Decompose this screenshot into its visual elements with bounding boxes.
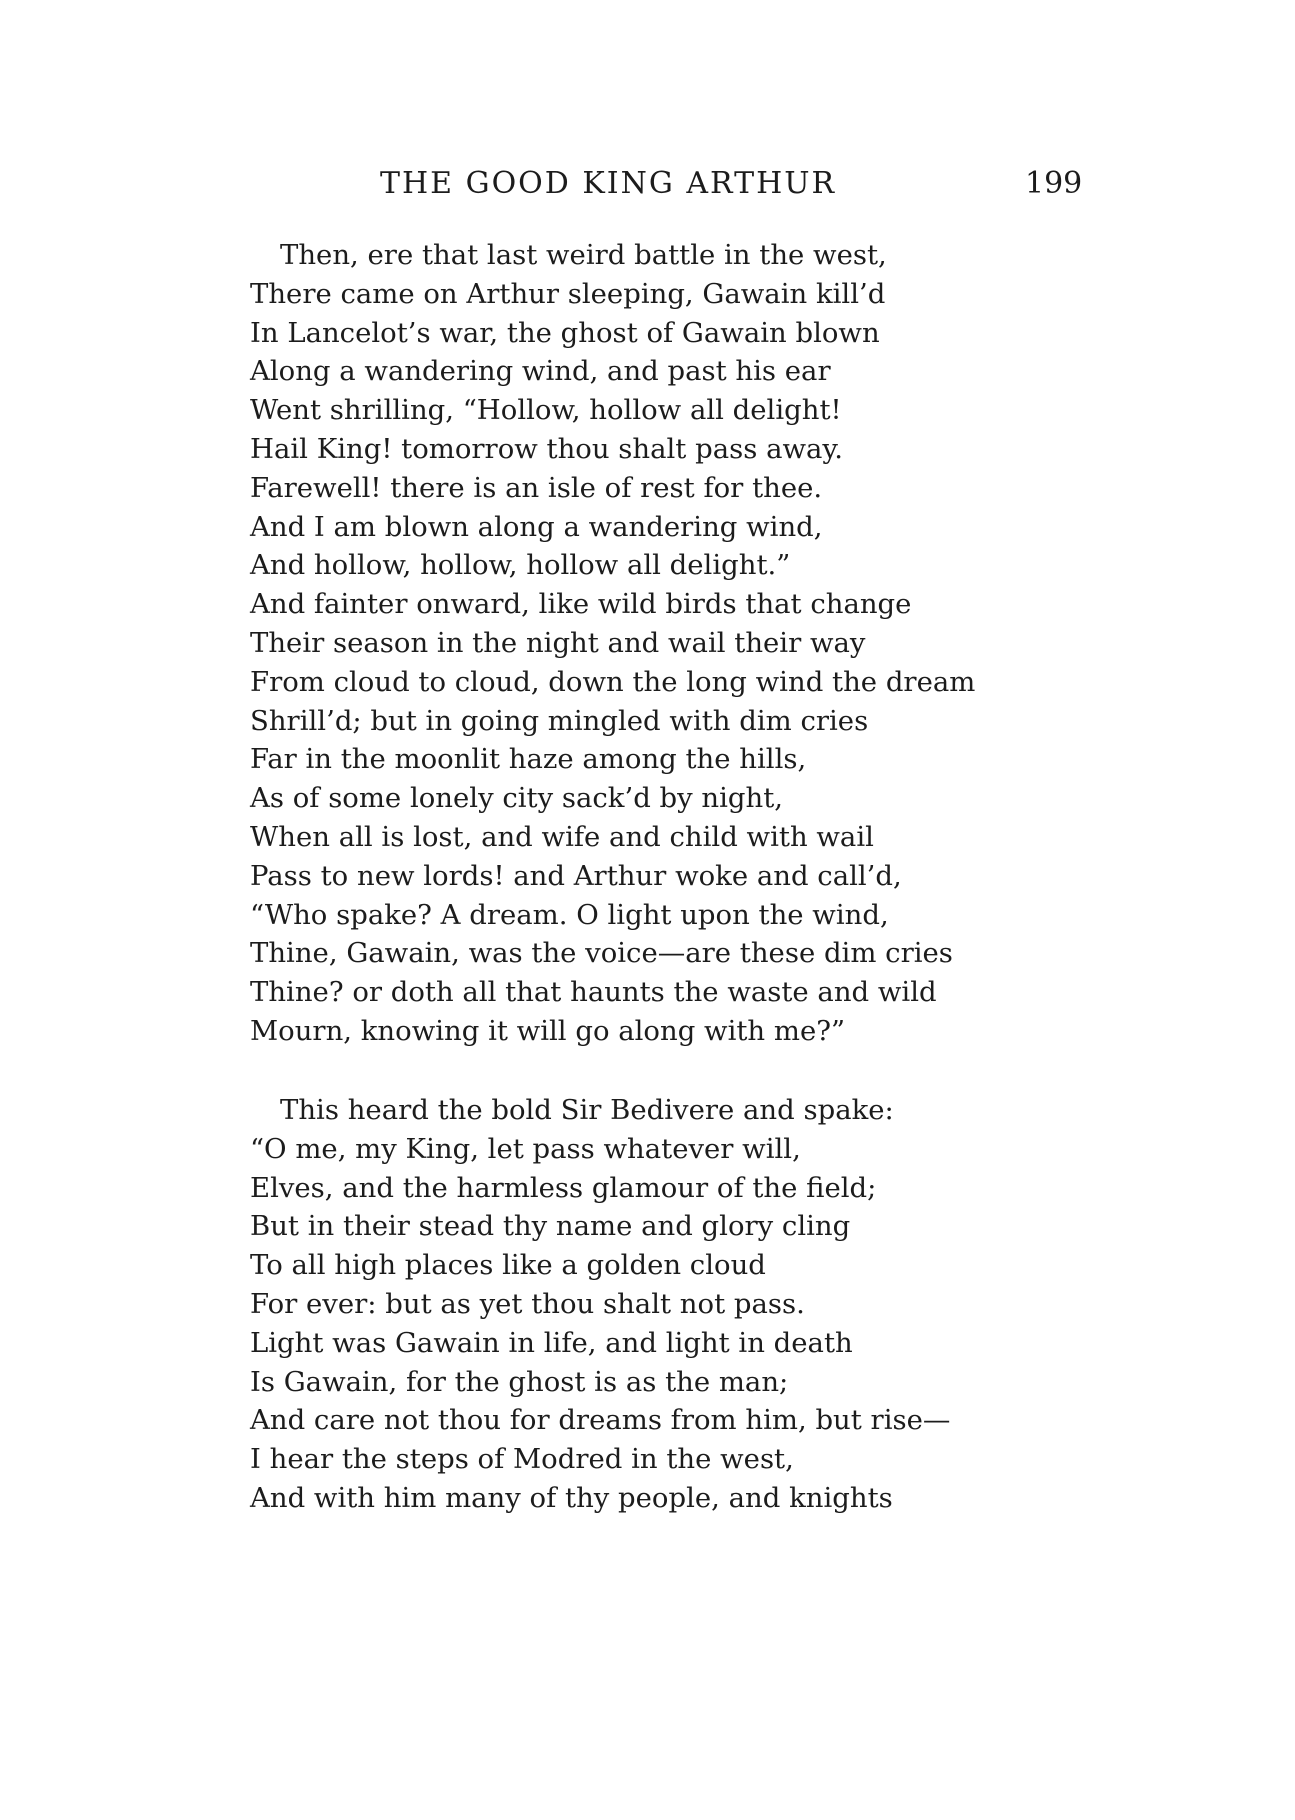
verse-line: To all high places like a golden cloud <box>250 1249 766 1282</box>
verse-line: For ever: but as yet thou shalt not pass. <box>250 1287 805 1320</box>
verse-line: This heard the bold Sir Bedivere and spake: <box>280 1094 894 1126</box>
verse-line: When all is lost, and wife and child with wail <box>250 820 874 853</box>
verse-line: Light was Gawain in life, and light in death <box>250 1326 853 1359</box>
verse-line: And care not thou for dreams from him, but rise— <box>250 1404 951 1437</box>
verse-line: Elves, and the harmless glamour of the field; <box>250 1171 877 1204</box>
verse-line: Is Gawain, for the ghost is as the man; <box>250 1365 789 1398</box>
verse-line: Thine? or doth all that haunts the waste and wild <box>250 976 937 1009</box>
stanza-1 <box>250 236 1150 1051</box>
running-header <box>0 166 1295 206</box>
verse-line: And I am blown along a wandering wind, <box>250 510 823 543</box>
verse-line: “Who spake? A dream. O light upon the wind, <box>250 898 889 931</box>
verse-line: And fainter onward, like wild birds that change <box>250 588 912 621</box>
verse-line: Pass to new lords! and Arthur woke and call’d, <box>250 859 902 892</box>
verse-line: From cloud to cloud, down the long wind the dream <box>250 665 976 698</box>
verse-line: I hear the steps of Modred in the west, <box>250 1443 794 1476</box>
verse-line: Shrill’d; but in going mingled with dim cries <box>250 704 869 737</box>
verse-line: Went shrilling, “Hollow, hollow all delight! <box>250 394 842 427</box>
verse-line: Then, ere that last weird battle in the west, <box>280 239 887 271</box>
verse-line: As of some lonely city sack’d by night, <box>250 782 784 815</box>
verse-line: Farewell! there is an isle of rest for thee. <box>250 471 823 504</box>
verse-line: Thine, Gawain, was the voice—are these dim cries <box>250 937 953 970</box>
verse-line: Mourn, knowing it will go along with me?” <box>250 1014 846 1047</box>
verse-line: There came on Arthur sleeping, Gawain kill’d <box>250 277 886 310</box>
verse-line: Far in the moonlit haze among the hills, <box>250 743 807 776</box>
page-number: 199 <box>1025 166 1083 201</box>
verse-line: And hollow, hollow, hollow all delight.” <box>250 549 791 582</box>
verse-line: Their season in the night and wail their way <box>250 626 866 659</box>
running-title: THE GOOD KING ARTHUR <box>380 166 837 201</box>
verse-line: And with him many of thy people, and knights <box>250 1481 893 1514</box>
verse-line: Along a wandering wind, and past his ear <box>250 355 831 388</box>
stanza-2 <box>250 1091 1150 1518</box>
verse-line: “O me, my King, let pass whatever will, <box>250 1132 801 1165</box>
verse-line: Hail King! tomorrow thou shalt pass away. <box>250 432 844 465</box>
verse-line: But in their stead thy name and glory cling <box>250 1210 851 1243</box>
verse-line: In Lancelot’s war, the ghost of Gawain blown <box>250 316 880 349</box>
